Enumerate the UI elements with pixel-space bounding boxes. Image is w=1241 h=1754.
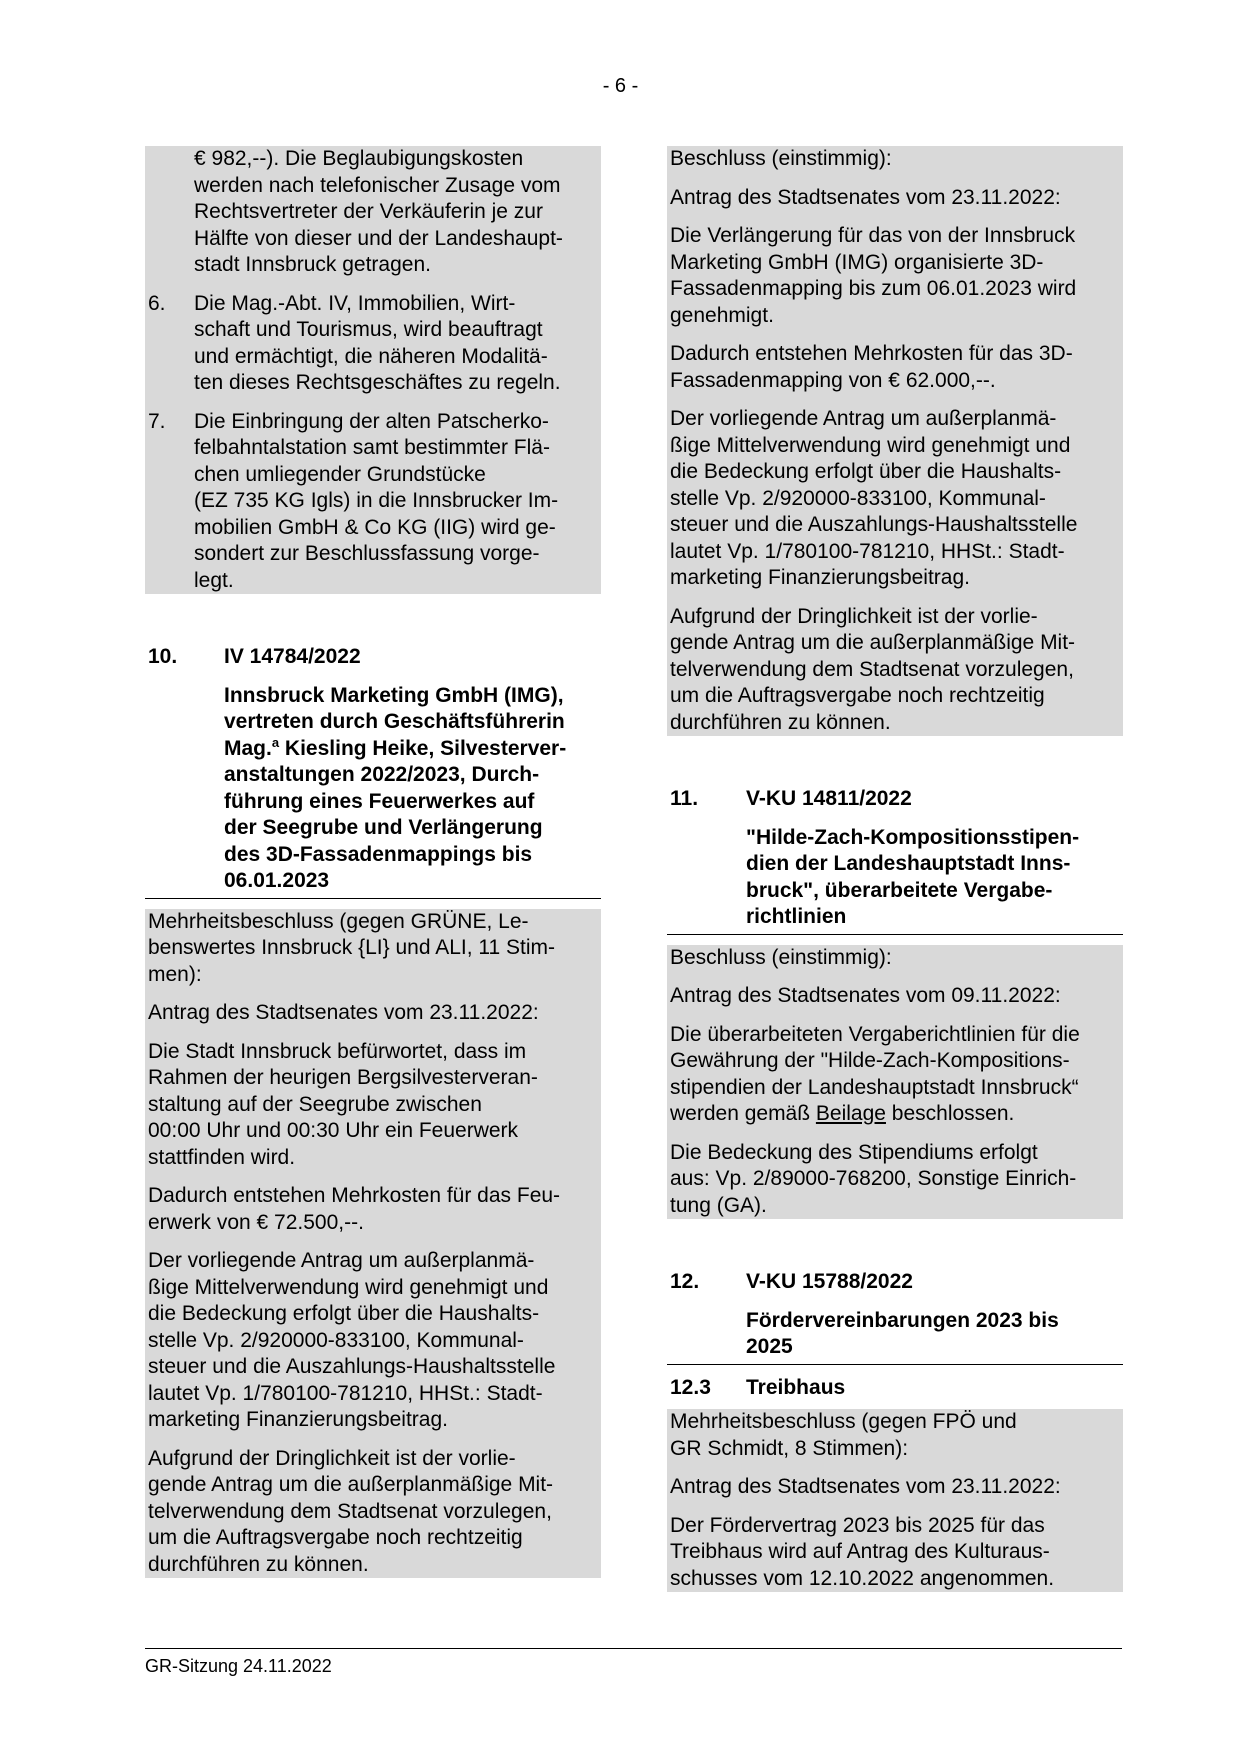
motion-date: Antrag des Stadtsenates vom 23.11.2022:: [670, 1475, 1061, 1498]
agenda-item-12-header: [667, 1269, 1123, 1365]
list-item-text: Die Einbringung der alten Patscherko- felbahntalstation samt bestimmter Flä- chen umliegender Grundstücke (EZ 735 KG Igls) in die Innsbrucker Im- mobilien GmbH & Co KG (IIG) wird ge- sondert zur Beschlussfassung vorge- legt.: [194, 409, 559, 592]
paragraph: Aufgrund der Dringlichkeit ist der vorlie- gende Antrag um die außerplanmäßige Mit- telverwendung dem Stadtsenat vorzulegen, um die Auftragsvergabe noch rechtzeitig durchführen zu können.: [670, 604, 1076, 734]
motion-date: Antrag des Stadtsenates vom 23.11.2022:: [148, 1001, 539, 1024]
agenda-item-title: Innsbruck Marketing GmbH (IMG), vertreten durch Geschäftsführerin Mag.$^a$ Kiesling Heike, Silvesterver- anstaltungen 2022/2023, Durch- führung eines Feuerwerkes auf der Seegrube und Verlängerung des 3D-Fassadenmappings bis 06.01.2023: [224, 683, 567, 892]
sub-item-number: 12.3: [670, 1375, 711, 1399]
agenda-item-title: Fördervereinbarungen 2023 bis 2025: [746, 1308, 1059, 1358]
agenda-item-10-body-continued: [667, 146, 1123, 736]
paragraph: Die Verlängerung für das von der Innsbruck Marketing GmbH (IMG) organisierte 3D- Fassadenmapping bis zum 06.01.2023 wird genehmigt.: [670, 224, 1077, 327]
left-column: [145, 146, 601, 1578]
paragraph: Dadurch entstehen Mehrkosten für das 3D- Fassadenmapping von € 62.000,--.: [670, 342, 1073, 392]
list-item-text: Die Mag.-Abt. IV, Immobilien, Wirt- schaft und Tourismus, wird beauftragt und ermächtigt, die näheren Modalitä- ten dieses Rechtsgeschäftes zu regeln.: [194, 291, 561, 394]
paragraph: Die Bedeckung des Stipendiums erfolgt aus: Vp. 2/89000-768200, Sonstige Einrich- tung (GA).: [670, 1140, 1077, 1217]
sub-item-title: Treibhaus: [746, 1375, 846, 1399]
motion-date: Antrag des Stadtsenates vom 23.11.2022:: [670, 185, 1061, 209]
paragraph: Dadurch entstehen Mehrkosten für das Feu- erwerk von € 72.500,--.: [148, 1184, 561, 1234]
paragraph: Der Fördervertrag 2023 bis 2025 für das Treibhaus wird auf Antrag des Kulturaus- schusses vom 12.10.2022 angenommen.: [670, 1513, 1055, 1590]
list-item-number: 6.: [148, 291, 166, 315]
agenda-item-code: IV 14784/2022: [224, 645, 361, 668]
resolution-type: Beschluss (einstimmig):: [670, 147, 892, 170]
right-column: [667, 146, 1123, 1592]
agenda-item-11-header: [667, 786, 1123, 935]
resolution-type: Beschluss (einstimmig):: [670, 945, 892, 969]
page-number: - 6 -: [602, 75, 639, 97]
agenda-item-title: "Hilde-Zach-Kompositionsstipen- dien der Landeshauptstadt Inns- bruck", überarbeitete Vergabe- richtlinien: [746, 825, 1080, 928]
resolution-list-continued: [145, 146, 601, 594]
page-footer: GR-Sitzung 24.11.2022: [145, 1648, 1122, 1677]
paragraph: Der vorliegende Antrag um außerplanmä- ßige Mittelverwendung wird genehmigt und die Bedeckung erfolgt über die Haushalts- stelle Vp. 2/920000-833100, Kommunal- steuer und die Auszahlungs-Haushaltsstelle lautet Vp. 1/780100-781210, HHSt.: Stadt- marketing Finanzierungsbeitrag.: [148, 1249, 556, 1431]
list-continuation: € 982,--). Die Beglaubigungskosten werden nach telefonischer Zusage vom Rechtsvertreter der Verkäuferin je zur Hälfte von dieser und der Landeshaupt- stadt Innsbruck getragen.: [194, 147, 563, 276]
list-item: [148, 291, 598, 397]
agenda-item-number: 11.: [670, 787, 699, 810]
resolution-type: Mehrheitsbeschluss (gegen GRÜNE, Le- benswertes Innsbruck {LI} und ALI, 11 Stim- men):: [148, 909, 556, 986]
paragraph: Der vorliegende Antrag um außerplanmä- ßige Mittelverwendung wird genehmigt und die Bedeckung erfolgt über die Haushalts- stelle Vp. 2/920000-833100, Kommunal- steuer und die Auszahlungs-Haushaltsstelle lautet Vp. 1/780100-781210, HHSt.: Stadt- marketing Finanzierungsbeitrag.: [670, 407, 1078, 589]
attachment-link[interactable]: Beilage: [815, 1102, 886, 1125]
agenda-item-10-header: [145, 644, 601, 899]
list-item-number: 7.: [148, 409, 166, 433]
agenda-item-11-body: [667, 945, 1123, 1220]
motion-date: Antrag des Stadtsenates vom 09.11.2022:: [670, 984, 1061, 1007]
paragraph: Die Stadt Innsbruck befürwortet, dass im Rahmen der heurigen Bergsilvesterveran- staltung auf der Seegrube zwischen 00:00 Uhr und 00:30 Uhr ein Feuerwerk stattfinden wird.: [148, 1039, 538, 1169]
agenda-item-code: V-KU 15788/2022: [746, 1270, 913, 1293]
sub-item-header: [667, 1375, 1123, 1402]
agenda-item-code: V-KU 14811/2022: [746, 787, 912, 810]
list-item: [148, 409, 598, 595]
agenda-item-10-body: [145, 909, 601, 1579]
agenda-item-12-body: [667, 1409, 1123, 1592]
agenda-item-number: 12.: [670, 1270, 700, 1293]
paragraph: Die überarbeiteten Vergaberichtlinien für die Gewährung der "Hilde-Zach-Kompositions- stipendien der Landeshauptstadt Innsbruck“ werden gemäß Beilage beschlossen.: [670, 1022, 1080, 1125]
agenda-item-number: 10.: [148, 645, 178, 668]
resolution-type: Mehrheitsbeschluss (gegen FPÖ und GR Schmidt, 8 Stimmen):: [670, 1410, 1017, 1460]
paragraph: Aufgrund der Dringlichkeit ist der vorlie- gende Antrag um die außerplanmäßige Mit- telverwendung dem Stadtsenat vorzulegen, um die Auftragsvergabe noch rechtzeitig durchführen zu können.: [148, 1446, 554, 1576]
